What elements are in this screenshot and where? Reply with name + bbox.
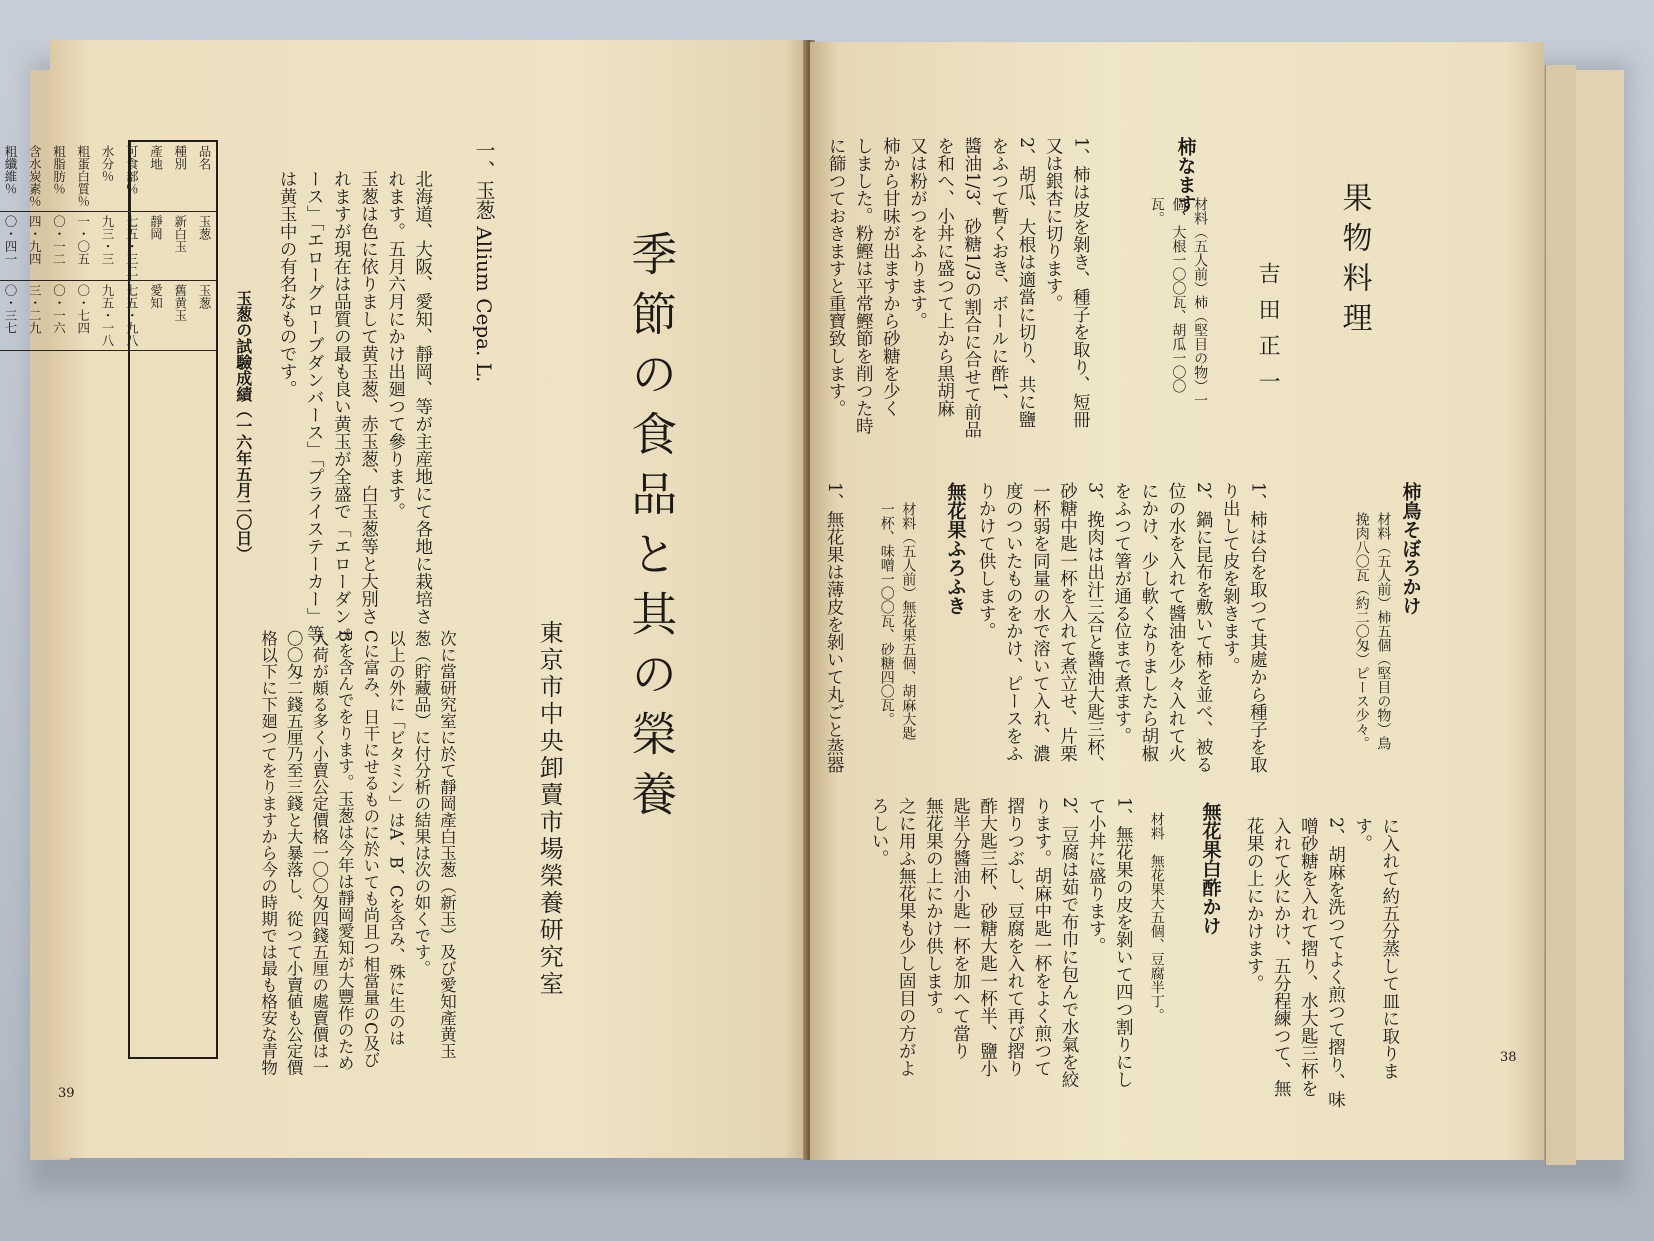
recipe-step-line: ります。胡麻中匙一杯をよく煎つて	[1031, 797, 1052, 1077]
text-line: 葱（貯藏品）に付分析の結果は次の如くです。	[411, 630, 431, 977]
recipe-step-line: を和へ、小丼に盛つて上から黒胡麻	[934, 137, 955, 417]
table-cell: 四・九四	[22, 212, 46, 282]
text-line: 〇〇匁二錢五厘乃至三錢と大暴落し、從つて小賣値も公定價	[284, 630, 304, 1076]
recipe-step-line: 1、柿は台を取つて其處から種子を取	[1247, 482, 1268, 774]
page-number-right: 38	[1500, 1050, 1517, 1065]
recipe-materials-ichijiku-shirozu: 材料 無花果大五個、豆腐半丁。	[1148, 812, 1165, 1022]
recipe-step-line: 摺りつぶし、豆腐を入れて再び摺り	[1004, 797, 1025, 1077]
text-line: は黄玉中の有名なものです。	[277, 170, 298, 398]
text-line: ース」「エローグローブダンバース」「プライステーカー」等	[304, 170, 325, 643]
text-line: 北海道、大阪、愛知、靜岡、等が主産地にて各地に栽培さ	[412, 170, 433, 625]
table-cell: 新白玉	[168, 212, 192, 282]
text-line: 入荷が頗る多く小賣公定價格一〇〇匁四錢五厘の處賣價は一	[309, 630, 329, 1076]
page-number-left: 39	[58, 1086, 75, 1101]
recipe-step-line: す。	[1352, 817, 1373, 852]
table-cell: 愛知	[143, 281, 167, 351]
table-header-cell: 含水炭素％	[22, 142, 46, 212]
recipe-step-line: 又は粉がつをふります。	[907, 137, 928, 330]
recipe-steps-kaki-namasu	[822, 137, 1093, 457]
table-cell: 玉葱	[192, 212, 216, 282]
table-header-cell: 可食部％	[119, 142, 143, 212]
table-cell: 舊黄玉	[168, 281, 192, 351]
text-line: 玉葱は色に依りまして黄玉葱、赤玉葱、白玉葱等と大別さ	[358, 170, 379, 625]
table-cell: 九五・一八	[95, 281, 119, 351]
recipe-step-line: 2、鍋に昆布を敷いて柿を並べ、被る	[1193, 482, 1214, 774]
recipe-step-line: 噌砂糖を入れて摺り、水大匙三杯を	[1298, 817, 1319, 1097]
recipe-steps-furofuki-cont	[1240, 817, 1403, 1107]
table-header-cell: 粗纖維％	[0, 142, 22, 212]
recipe-step-line: 又は銀杏に切ります。	[1043, 137, 1064, 312]
page-stack-edge	[1545, 65, 1576, 1165]
table-cell: 一・〇五	[71, 212, 95, 282]
table-cell: 七五・三二	[119, 212, 143, 282]
recipe-step-line: 2、胡瓜、大根は適當に切り、共に鹽	[1016, 137, 1036, 429]
table-header-cell: 品名	[192, 142, 216, 212]
recipe-step-line: 砂糖中匙一杯を入れて煮立せ、片栗	[1057, 482, 1078, 762]
table-header-cell: 粗脂肪％	[46, 142, 70, 212]
recipe-materials-kaki-namasu: 材料（五人前）柿（堅目の物）一個、大根一〇〇瓦、胡瓜一〇〇瓦。	[1148, 197, 1209, 407]
recipe-step-line: 醬油1/3、砂糖1/3の割合に合せて前品	[961, 137, 982, 439]
recipe-step-line: をふつて暫くおき、ボールに酢1、	[988, 137, 1009, 411]
recipe-step-line: 2、胡麻を洗つてよく煎つて摺り、味	[1325, 817, 1346, 1109]
right-page	[810, 42, 1544, 1160]
recipe-step-line: 匙半分醬油小匙一杯を加へて當り	[950, 797, 971, 1060]
recipe-heading-ichijiku-furofuki: 無花果ふろふき	[944, 482, 967, 615]
recipe-heading-kaki-tori-soboro: 柿鳥そぼろかけ	[1399, 482, 1422, 615]
recipe-materials-ichijiku-furofuki: 材料（五人前）無花果五個、胡麻大匙一杯、味噌一〇〇瓦、砂糖四〇瓦。	[878, 502, 917, 740]
recipe-step-line: 1、無花果の皮を剝いて四つ割りにし	[1113, 797, 1134, 1089]
table-cell: 七五・九八	[119, 281, 143, 351]
back-cover-edge	[1570, 70, 1624, 1160]
recipe-step-line: 柿から甘味が出ますから砂糖を少く	[880, 137, 901, 417]
text-line: 次に當研究室に於て靜岡產白玉葱（新玉）及び愛知產黄玉	[437, 630, 457, 1059]
recipe-heading-kaki-namasu: 柿なます	[1174, 137, 1197, 213]
recipe-step-line: りかけて供します。	[976, 482, 997, 640]
article-title: 季節の食品と其の榮養	[624, 230, 679, 830]
recipe-step-line: 2、豆腐は茹で布巾に包んで水氣を絞	[1059, 797, 1079, 1089]
recipe-step-line: 度のついたものをかけ、ピースをふ	[1003, 482, 1024, 762]
table-header-column	[3, 142, 216, 212]
text-line: Bを含んでをります。玉葱は今年は靜岡愛知が大豐作のため	[335, 630, 355, 1072]
table-cell: 〇・三七	[0, 281, 22, 351]
text-line: 格以下に下廻つてをりますから今の時期では最も格安な青物	[258, 630, 278, 1076]
text-line: れます。五月六月にかけ出廻つて參ります。	[385, 170, 406, 520]
table-header-cell: 粗蛋白質％	[71, 142, 95, 212]
recipe-step-line: 之に用ふ無花果も少し固目の方がよ	[896, 797, 917, 1077]
recipe-step-line: に入れて約五分蒸して皿に取りま	[1379, 817, 1400, 1080]
recipe-step-line: にかけ、少し軟くなりましたら胡椒	[1138, 482, 1159, 762]
recipe-step-line: しました。粉鰹は平常鰹節を削つた時	[853, 137, 874, 435]
recipe-step-line: 無花果の上にかけ供します。	[923, 797, 944, 1025]
onion-nutrition-table	[3, 140, 218, 1059]
left-page	[3, 40, 808, 1158]
recipe-heading-ichijiku-shirozu: 無花果白酢かけ	[1199, 802, 1222, 935]
recipe-step-line: 3、挽肉は出汁三合と醬油大匙三杯、	[1084, 482, 1105, 774]
recipe-step-line: をふつて箸が通る位まで煮ます。	[1111, 482, 1132, 745]
recipe-step-line: 花果の上にかけます。	[1244, 817, 1265, 992]
table-cell: 〇・一六	[46, 281, 70, 351]
table-caption: 玉葱の試驗成績（一六年五月二〇日）	[233, 290, 253, 562]
table-cell: 靜岡	[143, 212, 167, 282]
table-cell: 〇・四一	[0, 212, 22, 282]
recipe-step-line: 入れて火にかけ、五分程練つて、無	[1271, 817, 1292, 1097]
article-author: 東京市中央卸賣市場榮養研究室	[535, 620, 564, 998]
table-cell: 〇・一二	[46, 212, 70, 282]
recipe-step-line: 一杯弱を同量の水で溶いて入れ、濃	[1030, 482, 1051, 762]
text-line: 以上の外に「ビタミン」はA、B、Cを含み、殊に生のは	[386, 630, 406, 1047]
recipe-step-line: て小丼に盛ります。	[1086, 797, 1107, 955]
recipe-materials-kaki-tori-soboro: 材料（五人前）柿五個（堅目の物）鳥挽肉八〇瓦（約二〇匁）ピース少々。	[1353, 512, 1392, 750]
table-header-cell: 水分％	[95, 142, 119, 212]
lower-text	[255, 630, 460, 1100]
section-heading: 一、玉葱 Allium Cepa. L.	[472, 140, 496, 383]
recipe-step-line: ろしい。	[869, 797, 890, 867]
recipe-steps-ichijiku-shirozu	[865, 797, 1136, 1097]
recipe-step-line: 1、無花果は薄皮を剝いて丸ごと蒸器	[824, 482, 845, 774]
recipe-step-line: り出して皮を剝きます。	[1220, 482, 1241, 675]
table-data-column	[3, 212, 216, 282]
table-data-column	[3, 281, 216, 351]
table-header-cell: 產地	[143, 142, 167, 212]
recipe-step-line: に篩つておきますと重寶致します。	[826, 137, 847, 417]
recipe-author: 吉田正一	[1255, 262, 1281, 406]
recipe-steps-ichijiku-furofuki	[820, 482, 847, 782]
table-cell: 三・二九	[22, 281, 46, 351]
table-cell: 〇・七四	[71, 281, 95, 351]
text-line: Cに富み、日干にせるものに於いても尚且つ相當量のC及び	[360, 630, 380, 1068]
recipe-steps-kaki-tori-soboro	[972, 482, 1270, 772]
recipe-step-line: 酢大匙三杯、砂糖大匙一杯半、鹽小	[977, 797, 998, 1077]
recipe-step-line: 1、柿は皮を剝き、種子を取り、短冊	[1070, 137, 1091, 429]
text-line: れますが現在は品質の最も良い黄玉が全盛で「エローダンバ	[331, 170, 352, 643]
recipe-step-line: 位の水を入れて醬油を少々入れて火	[1166, 482, 1186, 762]
recipe-title: 果物料理	[1336, 182, 1372, 342]
table-header-cell: 種別	[168, 142, 192, 212]
section-body	[273, 170, 436, 643]
table-cell: 玉葱	[192, 281, 216, 351]
table-cell: 九三・三	[95, 212, 119, 282]
